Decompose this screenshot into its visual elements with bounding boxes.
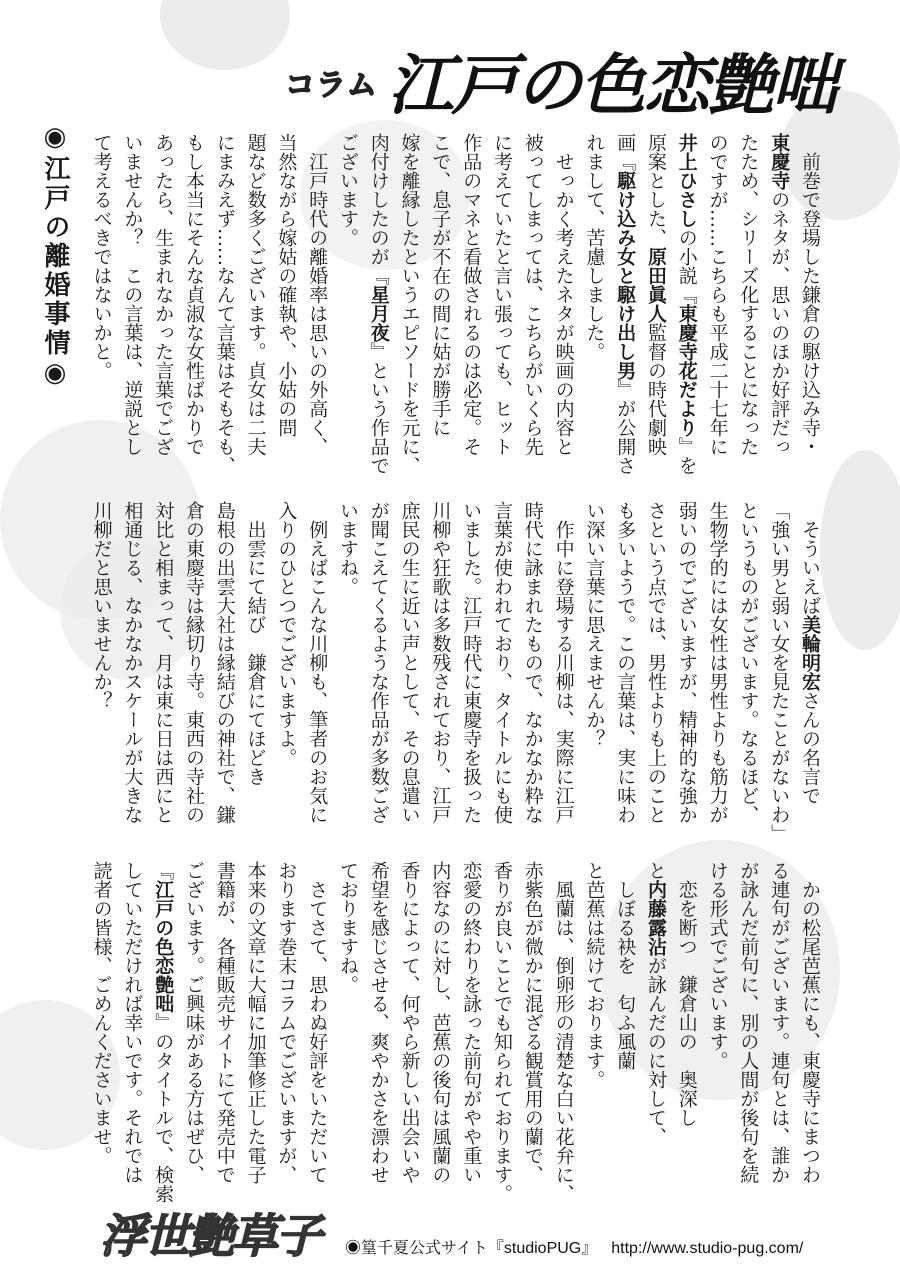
text-segment: 弱いのでございますが、精神的な強か — [675, 501, 698, 824]
text-column — [337, 133, 359, 247]
text-column — [337, 501, 359, 596]
text-segment: 島根の出雲大社は縁結びの神社で、鎌 — [213, 501, 236, 824]
text-segment: ございます。 — [337, 133, 359, 247]
text-segment: 』が公開さ — [614, 380, 637, 475]
text-segment: 川柳だと思いませんか？ — [90, 501, 113, 710]
site-url-link[interactable]: http://www.studio-pug.com/ — [611, 1240, 804, 1257]
text-segment: 嫁を離縁したというエピソードを元に、 — [398, 133, 421, 475]
text-column — [399, 133, 421, 475]
text-segment: いますね。 — [337, 501, 359, 596]
text-column — [275, 501, 297, 767]
column-title — [285, 28, 836, 124]
text-segment: 対比と相まって、月は東に日は西にと — [152, 501, 175, 824]
text-column — [91, 861, 113, 1165]
text-segment: 庶民の生に近い声として、その息遣い — [398, 501, 421, 824]
text-column — [460, 133, 482, 456]
text-column — [522, 133, 544, 456]
title-main: 江戸の色恋艶咄 — [387, 46, 836, 124]
text-column — [337, 861, 359, 994]
text-segment: ておりますね。 — [337, 861, 359, 994]
bold-term: 美輪明宏 — [799, 615, 821, 691]
text-column — [275, 861, 297, 1184]
text-column — [768, 133, 790, 456]
text-segment: 風蘭は、倒卵形の清楚な白い花弁に、 — [552, 861, 575, 1203]
text-segment: おります巻末コラムでございますが、 — [275, 861, 298, 1184]
text-column — [368, 133, 390, 475]
text-segment: かの松尾芭蕉にも、東慶寺にまつわ — [799, 861, 821, 1184]
text-segment: て考えるべきではないかと。 — [90, 133, 113, 380]
bold-term: 井上ひさし — [675, 133, 698, 228]
text-segment: 恋を断つ 鎌倉山の 奥深し — [675, 861, 698, 1127]
text-column — [676, 501, 698, 824]
text-segment: たため、シリーズ化することになった — [737, 133, 760, 456]
text-column — [214, 501, 236, 824]
text-segment: と芭蕉は続けております。 — [583, 861, 606, 1089]
text-segment: さという点では、男性よりも上のこと — [645, 501, 667, 824]
text-column — [183, 861, 205, 1184]
text-column — [676, 861, 698, 1127]
text-segment: 前巻で登場した鎌倉の駆け込み寺・ — [799, 133, 821, 456]
text-segment: ける形式でございます。 — [706, 861, 729, 1070]
text-column — [306, 133, 328, 456]
text-column — [707, 501, 729, 824]
text-segment: 希望を感じさせる、爽やかさを漂わせ — [367, 861, 390, 1184]
text-column — [799, 861, 821, 1184]
title-prefix: コラム — [285, 68, 378, 103]
text-column — [614, 133, 636, 475]
text-column — [399, 861, 421, 1184]
text-segment: 言葉が使われており、タイトルにも使 — [491, 501, 513, 824]
text-segment: ございます。ご興味がある方はぜひ、 — [183, 861, 205, 1184]
text-segment: 江戸時代の離婚率は思いの外高く、 — [306, 133, 329, 456]
text-segment: いませんか？ この言葉は、逆説とし — [121, 133, 144, 456]
text-segment: 作中に登場する川柳は、実際に江戸 — [552, 501, 575, 824]
text-column — [368, 861, 390, 1184]
text-segment: 当然ながら嫁姑の確執や、小姑の問 — [275, 133, 298, 437]
text-column — [306, 861, 328, 1184]
text-column — [553, 133, 575, 456]
text-segment: と — [645, 861, 667, 880]
text-segment: 時代に詠まれたもので、なかなか粋な — [521, 501, 544, 824]
text-segment: 赤紫色が微かに混ざる観賞用の蘭で、 — [521, 861, 544, 1184]
text-column — [121, 861, 143, 1184]
text-column — [645, 501, 667, 824]
text-column — [737, 133, 759, 456]
text-segment: というものがございます。なるほど、 — [737, 501, 760, 824]
text-column — [91, 501, 113, 710]
text-column — [245, 133, 267, 456]
text-segment: 出雲にて結び 鎌倉にてほどき — [244, 501, 267, 786]
text-segment: が詠んだ前句に、別の人間が後句を続 — [737, 861, 760, 1184]
text-column — [707, 133, 729, 456]
bold-term: 東慶寺花だより — [675, 304, 698, 437]
text-segment: 香りが良いことでも知られております。 — [491, 861, 513, 1203]
text-segment: 「強い男と弱い女を見たことがないわ」 — [768, 501, 791, 843]
text-column — [399, 501, 421, 824]
text-segment: 本来の文章に大幅に加筆修正した電子 — [244, 861, 267, 1184]
text-segment: こで、息子が不在の間に姑が勝手に — [429, 133, 452, 437]
text-column — [306, 501, 328, 824]
text-column — [707, 861, 729, 1070]
text-segment: 』という作品で — [367, 342, 390, 475]
text-segment: 』のタイトルで、検索 — [152, 1013, 175, 1203]
bold-term: 江戸の色恋艶咄 — [152, 880, 175, 1013]
text-column — [460, 861, 482, 1184]
text-segment: い深い言葉に思えませんか？ — [583, 501, 606, 748]
text-column — [583, 861, 605, 1089]
text-column — [429, 133, 451, 437]
footer-credit — [345, 1235, 803, 1258]
text-segment: 読者の皆様、ごめんくださいませ。 — [90, 861, 113, 1165]
text-segment: そういえば — [799, 501, 821, 615]
text-segment: 監督の時代劇映 — [645, 323, 667, 456]
text-segment: 入りのひとつでございますよ。 — [275, 501, 298, 767]
text-segment: も多いようで。この言葉は、実に味わ — [614, 501, 637, 824]
text-segment: せっかく考えたネタが映画の内容と — [552, 133, 575, 456]
text-column — [676, 133, 698, 475]
text-segment: にまみえず……なんて言葉はそもそも、 — [213, 133, 236, 475]
text-column — [553, 501, 575, 824]
text-column — [737, 861, 759, 1184]
text-segment: のですが……こちらも平成二十七年に — [706, 133, 729, 456]
text-segment: のネタが、思いのほか好評だっ — [768, 190, 791, 456]
text-column — [645, 133, 667, 456]
text-column — [183, 501, 205, 824]
text-segment: いました。江戸時代に東慶寺を扱った — [460, 501, 483, 824]
section-heading: ◉江戸の離婚事情◉ — [40, 122, 70, 391]
text-column — [583, 133, 605, 361]
text-segment: しぼる袂を 匂ふ風蘭 — [614, 861, 637, 1070]
text-segment: 書籍が、各種販売サイトにて発売中で — [213, 861, 236, 1184]
text-column — [214, 133, 236, 475]
text-segment: が詠んだのに対して、 — [645, 956, 667, 1146]
text-column — [121, 133, 143, 456]
text-column — [737, 501, 759, 824]
text-segment: 恋愛の終わりを詠った前句がやや重い — [460, 861, 483, 1184]
text-segment: 香りによって、何やら新しい出会いや — [398, 861, 421, 1184]
blossom-decoration — [820, 450, 900, 650]
text-segment: 『 — [152, 861, 175, 880]
series-logo: 浮世艶草子 — [100, 1209, 320, 1263]
text-column — [275, 133, 297, 437]
text-column — [245, 501, 267, 786]
text-segment: に考えていたと言い張っても、ヒット — [491, 133, 513, 456]
text-segment: していただければ幸いです。それでは — [121, 861, 144, 1184]
text-segment: 題など数多くございます。貞女は二夫 — [244, 133, 267, 456]
text-segment: 肉付けしたのが『 — [367, 133, 390, 285]
text-segment: の小説『 — [675, 228, 698, 304]
text-column — [614, 861, 636, 1070]
text-segment: が聞こえてくるような作品が多数ござ — [367, 501, 390, 824]
text-segment: れまして、苦慮しました。 — [583, 133, 606, 361]
text-column — [152, 861, 174, 1203]
bold-term: 原田眞人 — [645, 247, 667, 323]
text-segment: さんの名言で — [799, 691, 821, 805]
text-column — [522, 861, 544, 1184]
text-column — [460, 501, 482, 824]
text-segment: 被ってしまっては、こちらがいくら先 — [521, 133, 544, 456]
text-segment: 例えばこんな川柳も、筆者のお気に — [306, 501, 329, 824]
blossom-decoration — [160, 0, 290, 70]
text-column — [799, 133, 821, 456]
text-segment: る連句がございます。連句とは、誰か — [768, 861, 791, 1184]
text-column — [368, 501, 390, 824]
text-column — [491, 133, 513, 456]
text-column — [121, 501, 143, 824]
text-segment: あったら、生まれなかった言葉でござ — [152, 133, 175, 456]
site-label: ◉篁千夏公式サイト『studioPUG』 — [345, 1240, 598, 1257]
text-column — [91, 133, 113, 380]
bold-term: 内藤露沾 — [645, 880, 667, 956]
text-column — [183, 133, 205, 456]
text-segment: 作品のマネと看做されるのは必定。そ — [460, 133, 483, 456]
text-column — [614, 501, 636, 824]
text-segment: 原案とした、 — [645, 133, 667, 247]
text-segment: もし本当にそんな貞淑な女性ばかりで — [183, 133, 205, 456]
text-column — [522, 501, 544, 824]
text-column — [799, 501, 821, 805]
text-column — [491, 861, 513, 1203]
text-column — [768, 501, 790, 843]
text-column — [152, 501, 174, 824]
text-column — [214, 861, 236, 1184]
text-segment: 内容なのに対し、芭蕉の後句は風蘭の — [429, 861, 452, 1184]
text-column — [152, 133, 174, 456]
text-column — [245, 861, 267, 1184]
bold-term: 星月夜 — [367, 285, 390, 342]
text-segment: 生物学的には女性は男性よりも筋力が — [706, 501, 729, 824]
bold-term: 東慶寺 — [768, 133, 791, 190]
text-column — [768, 861, 790, 1184]
text-segment: 画『 — [614, 133, 637, 171]
text-segment: 倉の東慶寺は縁切り寺。東西の寺社の — [183, 501, 205, 824]
text-column — [553, 861, 575, 1203]
text-column — [583, 501, 605, 748]
text-segment: 』を — [675, 437, 698, 475]
text-segment: 相通じる、なかなかスケールが大きな — [121, 501, 144, 824]
text-column — [429, 861, 451, 1184]
text-column — [645, 861, 667, 1146]
text-segment: 川柳や狂歌は多数残されており、江戸 — [429, 501, 452, 824]
text-column — [491, 501, 513, 824]
text-segment: さてさて、思わぬ好評をいただいて — [306, 861, 329, 1184]
text-column — [429, 501, 451, 824]
bold-term: 駆け込み女と駆け出し男 — [614, 171, 637, 380]
